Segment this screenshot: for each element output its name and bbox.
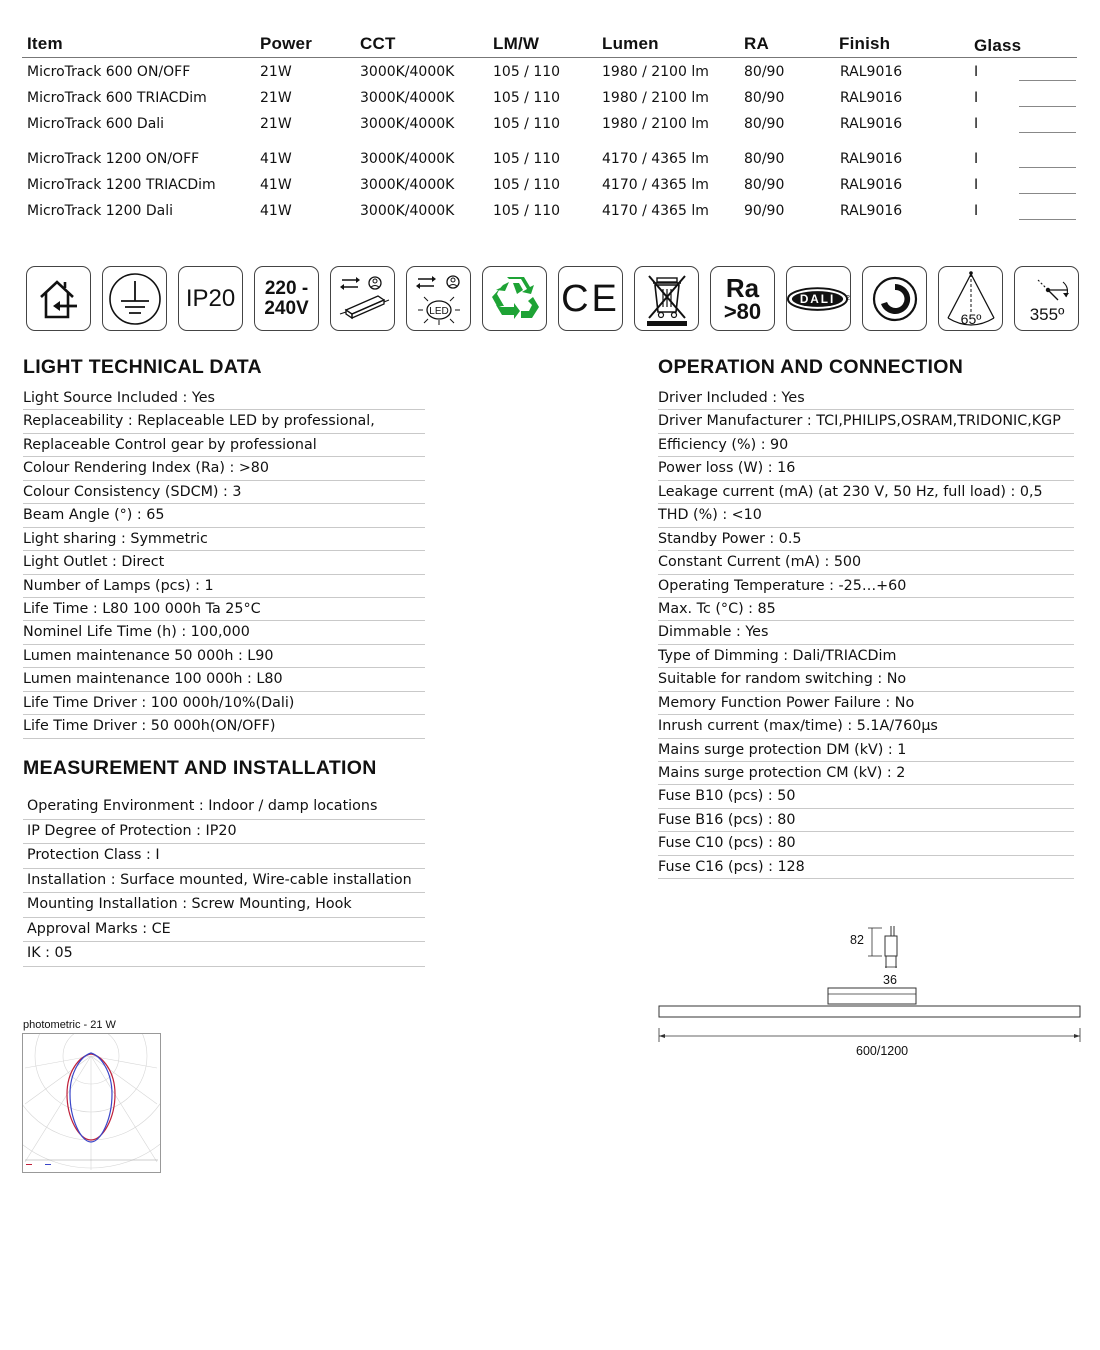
light-data-row: Replaceability : Replaceable LED by professional, xyxy=(23,410,425,433)
operation-row: Driver Included : Yes xyxy=(658,387,1074,410)
header-cct: CCT xyxy=(360,34,396,53)
light-data-row: Light Source Included : Yes xyxy=(23,387,425,410)
height-dimension-label: 82 xyxy=(850,933,864,947)
cell-lmw: 105 / 110 xyxy=(493,203,561,219)
ip-rating-label: IP20 xyxy=(185,284,236,312)
dimmable-icon xyxy=(862,266,927,331)
cell-ra: 80/90 xyxy=(744,90,785,106)
operation-row: Fuse C10 (pcs) : 80 xyxy=(658,832,1074,855)
voltage-top-label: 220 - xyxy=(264,278,309,299)
measurement-row: Approval Marks : CE xyxy=(23,918,425,943)
operation-row: Fuse B10 (pcs) : 50 xyxy=(658,785,1074,808)
operation-row: Inrush current (max/time) : 5.1A/760μs xyxy=(658,715,1074,738)
table-row xyxy=(22,58,1077,84)
light-data-row: Replaceable Control gear by professional xyxy=(23,434,425,457)
cell-glass: I xyxy=(974,151,979,167)
operation-row: Power loss (W) : 16 xyxy=(658,457,1074,480)
cell-cct: 3000K/4000K xyxy=(360,116,455,132)
cell-ra: 80/90 xyxy=(744,151,785,167)
table-row xyxy=(22,171,1077,197)
cell-cct: 3000K/4000K xyxy=(360,151,455,167)
operation-row: Operating Temperature : -25…+60 xyxy=(658,575,1074,598)
table-row xyxy=(22,197,1077,223)
ra-top-label: Ra xyxy=(725,272,760,303)
cell-lmw: 105 / 110 xyxy=(493,116,561,132)
operation-row: THD (%) : <10 xyxy=(658,504,1074,527)
rotation-icon xyxy=(1014,266,1079,331)
cell-power: 41W xyxy=(260,151,292,167)
voltage-icon xyxy=(254,266,319,331)
operation-row: Fuse C16 (pcs) : 128 xyxy=(658,856,1074,879)
cell-lumen: 1980 / 2100 lm xyxy=(602,90,709,106)
photometric-title: photometric - 21 W xyxy=(23,1019,116,1031)
light-data-row: Light Outlet : Direct xyxy=(23,551,425,574)
cell-item: MicroTrack 1200 Dali xyxy=(27,203,173,219)
cell-item: MicroTrack 600 Dali xyxy=(27,116,165,132)
cell-finish: RAL9016 xyxy=(840,116,903,132)
operation-row: Standby Power : 0.5 xyxy=(658,528,1074,551)
cell-finish: RAL9016 xyxy=(840,64,903,80)
light-data-row: Colour Consistency (SDCM) : 3 xyxy=(23,481,425,504)
operation-row: Dimmable : Yes xyxy=(658,621,1074,644)
dali-icon xyxy=(786,266,851,331)
length-dimension-label: 600/1200 xyxy=(856,1044,909,1058)
operation-row: Constant Current (mA) : 500 xyxy=(658,551,1074,574)
light-data-row: Lumen maintenance 100 000h : L80 xyxy=(23,668,425,691)
operation-row: Suitable for random switching : No xyxy=(658,668,1074,691)
cell-ra: 80/90 xyxy=(744,64,785,80)
cell-glass: I xyxy=(974,203,979,219)
cell-cct: 3000K/4000K xyxy=(360,64,455,80)
light-data-row: Nominel Life Time (h) : 100,000 xyxy=(23,621,425,644)
led-included-icon xyxy=(406,266,471,331)
ce-label: CE xyxy=(561,277,620,320)
cell-cct: 3000K/4000K xyxy=(360,177,455,193)
table-row xyxy=(22,145,1077,171)
header-lumen: Lumen xyxy=(602,34,659,53)
dali-sup-label: 2 xyxy=(846,294,850,302)
operation-row: Mains surge protection DM (kV) : 1 xyxy=(658,739,1074,762)
cell-cct: 3000K/4000K xyxy=(360,203,455,219)
glass-fill-line xyxy=(1019,167,1076,168)
glass-fill-line xyxy=(1019,80,1076,81)
operation-row: Memory Function Power Failure : No xyxy=(658,692,1074,715)
cell-power: 21W xyxy=(260,116,292,132)
voltage-bottom-label: 240V xyxy=(264,298,309,319)
operation-row: Mains surge protection CM (kV) : 2 xyxy=(658,762,1074,785)
table-row xyxy=(22,110,1077,136)
light-technical-data-title: LIGHT TECHNICAL DATA xyxy=(23,356,262,378)
header-ra: RA xyxy=(744,34,769,53)
cell-glass: I xyxy=(974,116,979,132)
width-dimension-label: 36 xyxy=(883,973,897,987)
cell-lumen: 4170 / 4365 lm xyxy=(602,177,709,193)
light-data-row: Colour Rendering Index (Ra) : >80 xyxy=(23,457,425,480)
glass-fill-line xyxy=(1019,106,1076,107)
ra-index-icon xyxy=(710,266,775,331)
photometric-diagram xyxy=(22,1033,161,1173)
dali-label: DALI xyxy=(799,291,836,306)
measurement-row: IK : 05 xyxy=(23,942,425,967)
recycle-icon xyxy=(482,266,547,331)
cell-item: MicroTrack 1200 TRIACDim xyxy=(27,177,216,193)
header-finish: Finish xyxy=(839,34,891,53)
light-data-row: Lumen maintenance 50 000h : L90 xyxy=(23,645,425,668)
beam-angle-label: 65º xyxy=(960,310,981,327)
cell-lumen: 1980 / 2100 lm xyxy=(602,64,709,80)
cell-cct: 3000K/4000K xyxy=(360,90,455,106)
header-item: Item xyxy=(27,34,63,53)
header-lmw: LM/W xyxy=(493,34,540,53)
measurement-installation-list xyxy=(23,795,425,967)
operation-connection-list xyxy=(658,387,1074,879)
table-header xyxy=(22,33,1077,58)
cell-ra: 80/90 xyxy=(744,116,785,132)
cell-item: MicroTrack 1200 ON/OFF xyxy=(27,151,200,167)
light-data-row: Light sharing : Symmetric xyxy=(23,528,425,551)
indoor-home-icon xyxy=(26,266,91,331)
weee-bin-icon xyxy=(634,266,699,331)
light-data-row: Life Time Driver : 50 000h(ON/OFF) xyxy=(23,715,425,738)
beam-angle-icon xyxy=(938,266,1003,331)
cell-glass: I xyxy=(974,90,979,106)
glass-fill-line xyxy=(1019,219,1076,220)
header-power: Power xyxy=(260,34,313,53)
ra-bottom-label: >80 xyxy=(723,298,762,324)
cell-lmw: 105 / 110 xyxy=(493,90,561,106)
cell-power: 21W xyxy=(260,64,292,80)
ce-mark-icon xyxy=(558,266,623,331)
measurement-row: Operating Environment : Indoor / damp locations xyxy=(23,795,425,820)
operation-row: Max. Tc (°C) : 85 xyxy=(658,598,1074,621)
light-data-row: Number of Lamps (pcs) : 1 xyxy=(23,575,425,598)
cell-item: MicroTrack 600 TRIACDim xyxy=(27,90,207,106)
earth-ground-icon xyxy=(102,266,167,331)
measurement-installation-title: MEASUREMENT AND INSTALLATION xyxy=(23,757,377,779)
ip-rating-icon xyxy=(178,266,243,331)
table-row xyxy=(22,84,1077,110)
cell-lmw: 105 / 110 xyxy=(493,64,561,80)
cell-finish: RAL9016 xyxy=(840,90,903,106)
feature-icon-strip xyxy=(26,266,1086,334)
cell-power: 21W xyxy=(260,90,292,106)
cell-finish: RAL9016 xyxy=(840,177,903,193)
light-data-row: Life Time : L80 100 000h Ta 25°C xyxy=(23,598,425,621)
measurement-row: Protection Class : I xyxy=(23,844,425,869)
cell-lmw: 105 / 110 xyxy=(493,177,561,193)
cell-lumen: 4170 / 4365 lm xyxy=(602,203,709,219)
cell-glass: I xyxy=(974,64,979,80)
cell-power: 41W xyxy=(260,177,292,193)
cell-ra: 80/90 xyxy=(744,177,785,193)
light-data-row: Beam Angle (°) : 65 xyxy=(23,504,425,527)
measurement-row: Installation : Surface mounted, Wire-cable installation xyxy=(23,869,425,894)
cell-finish: RAL9016 xyxy=(840,203,903,219)
cell-finish: RAL9016 xyxy=(840,151,903,167)
glass-fill-line xyxy=(1019,132,1076,133)
header-glass: Glass xyxy=(974,36,1022,55)
operation-row: Efficiency (%) : 90 xyxy=(658,434,1074,457)
rotation-label: 355º xyxy=(1029,304,1064,324)
glass-fill-line xyxy=(1019,193,1076,194)
driver-included-icon xyxy=(330,266,395,331)
light-technical-data-list xyxy=(23,387,425,739)
cell-lumen: 1980 / 2100 lm xyxy=(602,116,709,132)
operation-row: Driver Manufacturer : TCI,PHILIPS,OSRAM,TRIDONIC,KGP xyxy=(658,410,1074,433)
led-label: LED xyxy=(428,305,449,317)
light-data-row: Life Time Driver : 100 000h/10%(Dali) xyxy=(23,692,425,715)
cell-item: MicroTrack 600 ON/OFF xyxy=(27,64,191,80)
operation-connection-title: OPERATION AND CONNECTION xyxy=(658,356,964,378)
operation-row: Fuse B16 (pcs) : 80 xyxy=(658,809,1074,832)
cell-power: 41W xyxy=(260,203,292,219)
operation-row: Type of Dimming : Dali/TRIACDim xyxy=(658,645,1074,668)
product-table xyxy=(22,33,1077,223)
cell-lumen: 4170 / 4365 lm xyxy=(602,151,709,167)
measurement-row: Mounting Installation : Screw Mounting, Hook xyxy=(23,893,425,918)
cell-lmw: 105 / 110 xyxy=(493,151,561,167)
cell-glass: I xyxy=(974,177,979,193)
cell-ra: 90/90 xyxy=(744,203,785,219)
operation-row: Leakage current (mA) (at 230 V, 50 Hz, full load) : 0,5 xyxy=(658,481,1074,504)
measurement-row: IP Degree of Protection : IP20 xyxy=(23,820,425,845)
